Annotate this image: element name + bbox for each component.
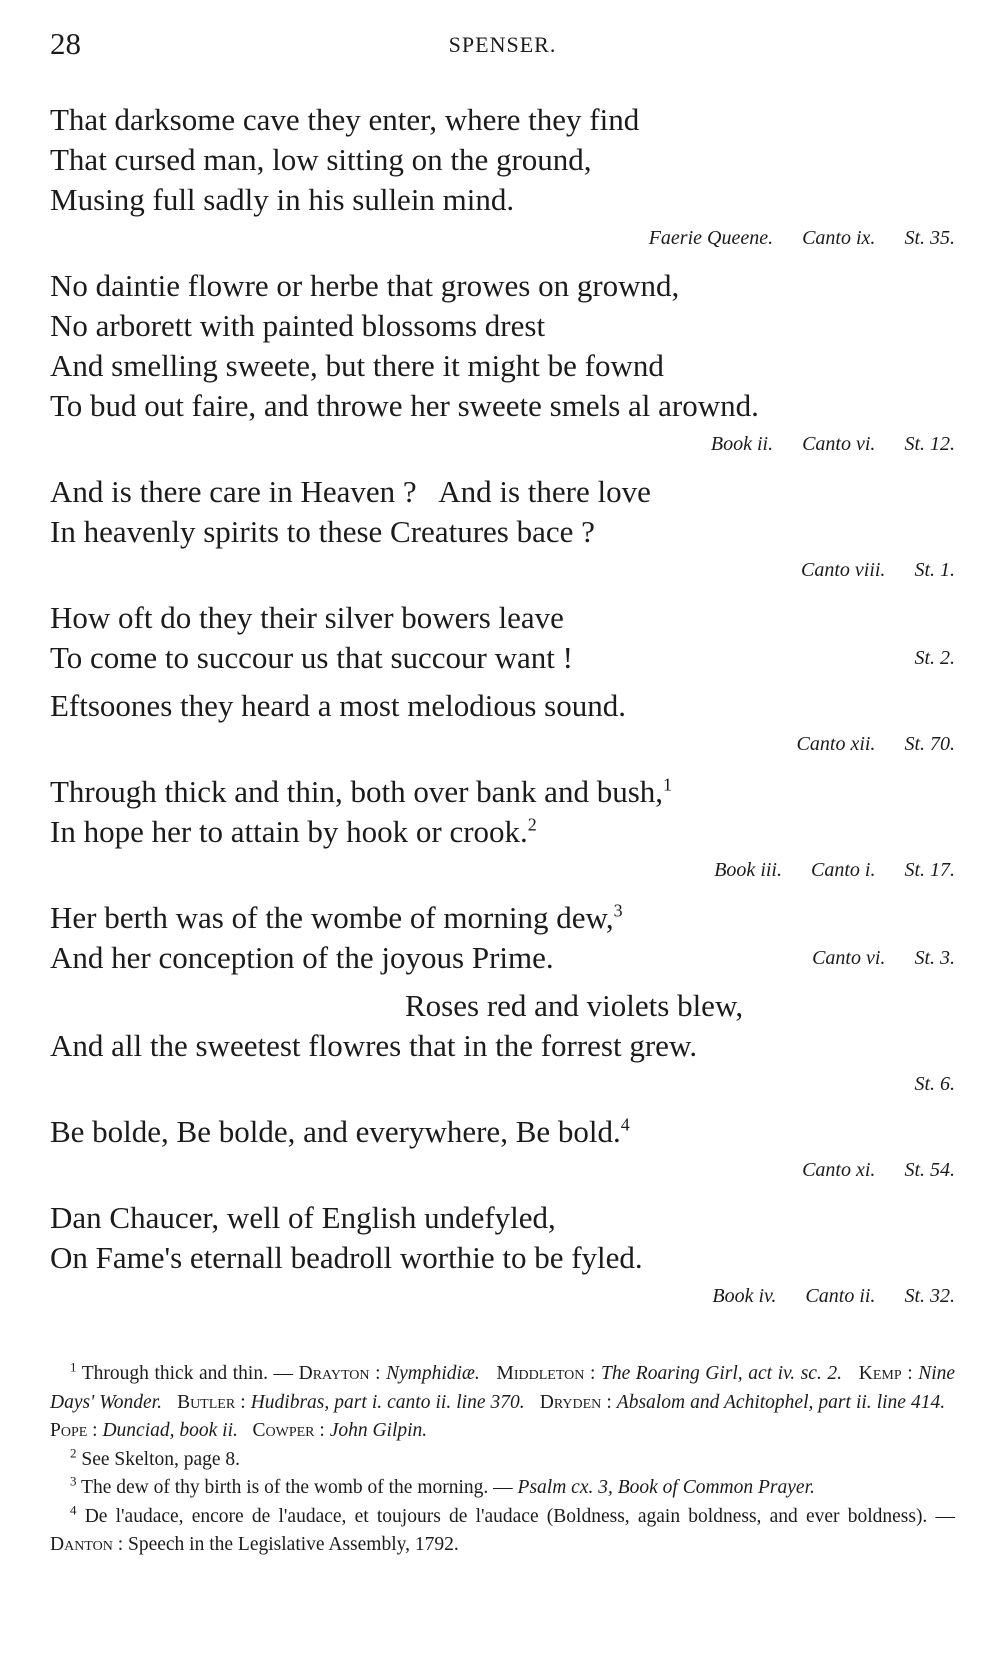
- citation: [50, 1156, 955, 1184]
- footnote-author: Danton: [50, 1534, 113, 1555]
- footnote-1: $^1$ Through thick and thin. — Drayton : Nymphidiæ. Middleton : The Roaring Girl, act iv. sc. 2. Kemp : Nine Days' Wonder. Butler : Hudibras, part i. canto ii. line 370. Dryden : Absalom and Achitophel, part ii. line 414. Pope : Dunciad, book ii. Cowper : John Gilpin.: [50, 1359, 956, 1441]
- footnote-text: De l'audace, encore de l'audace, et toujours de l'audace (Boldness, again boldness, and ever boldness). —: [84, 1505, 956, 1527]
- verse-line: That cursed man, low sitting on the ground,: [50, 142, 592, 177]
- quote-7: [50, 898, 955, 975]
- footnote-work: Hudibras, part i. canto ii. line 370.: [250, 1391, 525, 1413]
- citation-canto: Canto i.: [810, 859, 876, 881]
- citation-canto: Canto xii.: [796, 733, 876, 755]
- running-head: SPENSER.: [448, 32, 557, 57]
- footnote-2: [50, 1446, 955, 1475]
- citation-stanza: St. 54.: [904, 1159, 955, 1181]
- citation-canto: Canto ix.: [802, 227, 876, 249]
- citation-canto: Canto vi.: [812, 947, 886, 969]
- quote-6: [50, 772, 955, 884]
- verse-line: [50, 898, 955, 938]
- verse-line: And is there care in Heaven ? And is there love: [50, 474, 651, 509]
- footnote-number: 3: [70, 1473, 77, 1489]
- footnote-author: Drayton: [298, 1363, 370, 1384]
- verse-line: [50, 1112, 955, 1152]
- footnote-number: 1: [70, 1359, 77, 1375]
- quote-1: [50, 100, 955, 252]
- citation-book: Book iii.: [714, 859, 782, 881]
- footnote-number: 4: [70, 1502, 77, 1517]
- footnotes: [50, 1360, 955, 1560]
- verse-line: Roses red and violets blew,: [405, 988, 744, 1023]
- citation-stanza: St. 17.: [904, 859, 955, 881]
- footnote-author: Butler: [177, 1391, 236, 1413]
- verse-line: Eftsoones they heard a most melodious sound.: [50, 688, 626, 723]
- verse-line: No arborett with painted blossoms drest: [50, 308, 546, 343]
- footnote-3: [50, 1474, 955, 1503]
- footnote-ref: 4: [620, 1114, 630, 1135]
- footnote-author: Dryden: [539, 1391, 602, 1413]
- verse-line: And smelling sweete, but there it might be fownd: [50, 348, 664, 383]
- footnote-work: John Gilpin.: [329, 1420, 428, 1441]
- footnote-4: [50, 1503, 955, 1560]
- verse-line: And her conception of the joyous Prime.: [50, 940, 554, 975]
- citation-stanza: St. 3.: [914, 947, 955, 969]
- footnote-text: Through thick and thin. —: [81, 1363, 299, 1384]
- quotations: [50, 100, 955, 1310]
- verse-line: To come to succour us that succour want !: [50, 640, 573, 675]
- citation-stanza: St. 70.: [904, 733, 955, 755]
- footnote-source: Psalm cx. 3, Book of Common Prayer.: [517, 1477, 815, 1498]
- quote-3: [50, 472, 955, 584]
- quote-5: [50, 686, 955, 758]
- citation-book: Book iv.: [712, 1285, 777, 1307]
- verse-text: Be bolde, Be bolde, and everywhere, Be bold.: [50, 1114, 621, 1149]
- citation-stanza: St. 35.: [904, 227, 955, 249]
- footnote-text: See Skelton, page 8.: [81, 1448, 241, 1470]
- footnote-work: Nine Days' Wonder.: [50, 1363, 956, 1413]
- citation-stanza: St. 12.: [904, 433, 955, 455]
- footnote-work: Dunciad, book ii.: [102, 1420, 238, 1441]
- footnote-work: The Roaring Girl, act iv. sc. 2.: [600, 1363, 843, 1384]
- footnote-work: Nymphidiæ.: [386, 1363, 480, 1384]
- footnote-ref: 1: [663, 774, 673, 795]
- quote-8: [50, 986, 955, 1098]
- citation: [50, 430, 955, 458]
- verse-line: That darksome cave they enter, where they find: [50, 102, 640, 137]
- verse-line: To bud out faire, and throwe her sweete smels al arownd.: [50, 388, 759, 423]
- citation: [50, 856, 955, 884]
- page-number: 28: [50, 26, 81, 61]
- citation-work: Faerie Queene.: [648, 227, 774, 249]
- citation: [50, 730, 955, 758]
- verse-text: Through thick and thin, both over bank and bush,: [50, 774, 664, 809]
- verse-line: [50, 812, 955, 852]
- citation-book: Book ii.: [710, 433, 774, 455]
- quote-2: [50, 266, 955, 458]
- verse-text: In hope her to attain by hook or crook.: [50, 814, 528, 849]
- citation-stanza: St. 6.: [914, 1073, 955, 1095]
- quote-10: [50, 1198, 955, 1310]
- footnote-text: The dew of thy birth is of the womb of the morning. —: [81, 1477, 518, 1498]
- footnote-author: Pope: [50, 1420, 88, 1441]
- quote-4: [50, 598, 955, 675]
- citation-stanza: St. 32.: [904, 1285, 955, 1307]
- verse-line: [50, 772, 955, 812]
- citation-canto: Canto xi.: [802, 1159, 876, 1181]
- footnote-number: 2: [70, 1445, 77, 1460]
- verse-line: On Fame's eternall beadroll worthie to be fyled.: [50, 1240, 643, 1275]
- citation: [50, 556, 955, 584]
- citation-canto: Canto viii.: [800, 559, 886, 581]
- verse-text: Her berth was of the wombe of morning dew,: [50, 900, 614, 935]
- citation-canto: Canto ii.: [805, 1285, 876, 1307]
- verse-line: Musing full sadly in his sullein mind.: [50, 182, 515, 217]
- footnote-work: Absalom and Achitophel, part ii. line 414.: [616, 1391, 946, 1413]
- footnote-author: Cowper: [252, 1420, 315, 1441]
- footnote-ref: 3: [613, 900, 623, 921]
- citation-stanza: St. 2.: [914, 647, 955, 669]
- verse-line: Dan Chaucer, well of English undefyled,: [50, 1200, 556, 1235]
- footnote-text: : Speech in the Legislative Assembly, 1792.: [112, 1534, 459, 1555]
- verse-line: And all the sweetest flowres that in the forrest grew.: [50, 1028, 698, 1063]
- verse-line: No daintie flowre or herbe that growes on grownd,: [50, 268, 680, 303]
- footnote-author: Kemp: [858, 1363, 902, 1384]
- page-header: [50, 26, 955, 66]
- citation: [50, 224, 955, 252]
- citation: [50, 1282, 955, 1310]
- citation: [50, 1070, 955, 1098]
- citation-stanza: St. 1.: [914, 559, 955, 581]
- quote-9: [50, 1112, 955, 1184]
- verse-line: How oft do they their silver bowers leave: [50, 600, 564, 635]
- footnote-author: Middleton: [496, 1363, 585, 1384]
- footnote-ref: 2: [527, 814, 537, 835]
- verse-line: In heavenly spirits to these Creatures bace ?: [50, 514, 595, 549]
- citation-canto: Canto vi.: [802, 433, 876, 455]
